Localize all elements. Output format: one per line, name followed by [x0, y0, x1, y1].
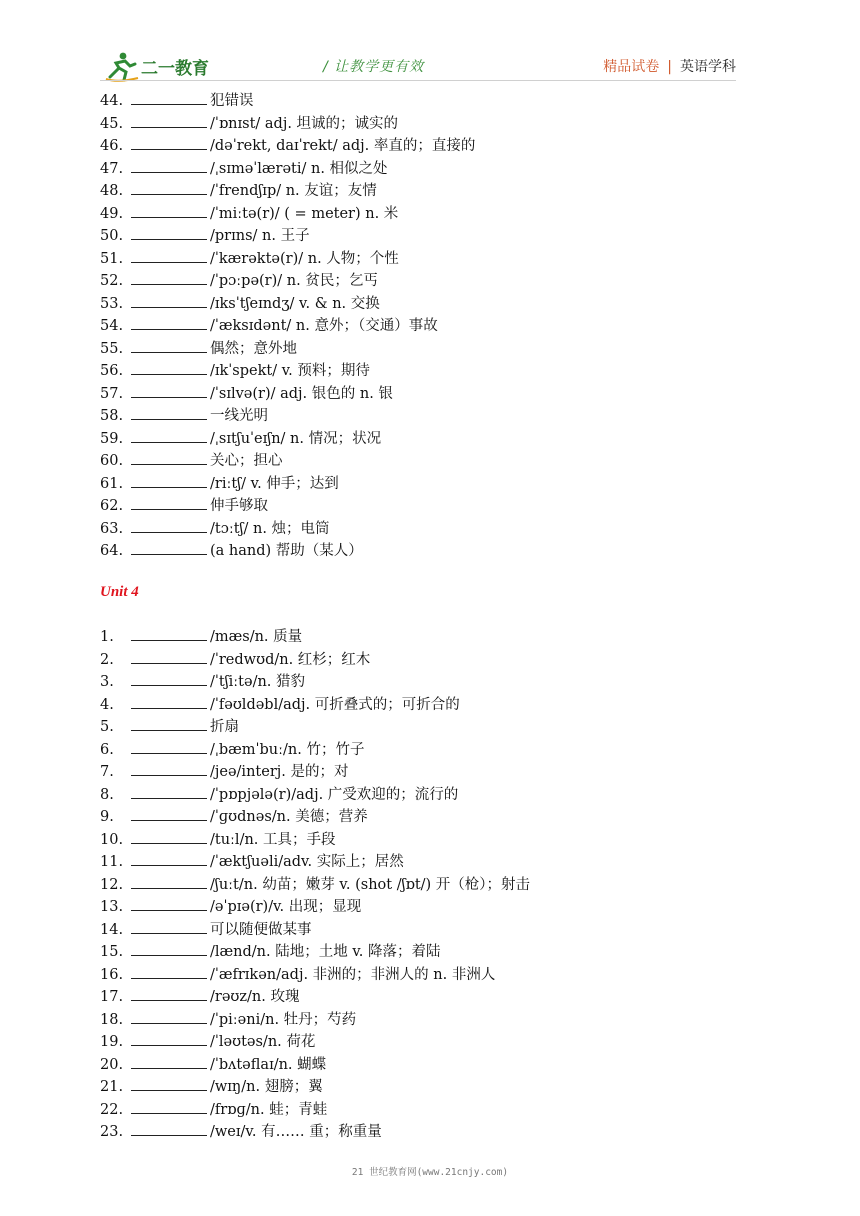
item-number: 45. [100, 115, 124, 132]
item-number: 61. [100, 475, 124, 492]
answer-blank[interactable] [131, 761, 207, 776]
vocab-item [100, 405, 475, 428]
answer-blank[interactable] [131, 135, 207, 150]
item-number: 60. [100, 453, 124, 469]
item-definition: /ˈɡʊdnəs/n. 美德；营养 [210, 809, 368, 825]
item-definition: /jeə/interj. 是的；对 [210, 764, 349, 780]
answer-blank[interactable] [131, 1076, 207, 1091]
vocab-item [100, 694, 530, 717]
answer-blank[interactable] [131, 203, 207, 218]
vocab-item [100, 158, 475, 181]
vocab-item [100, 248, 475, 271]
vocab-item [100, 338, 475, 361]
header-rule [100, 80, 736, 81]
item-number: 2. [100, 651, 114, 668]
item-number: 22. [100, 1101, 124, 1118]
item-definition: 伸手够取 [210, 498, 268, 514]
page-footer: 21 世纪教育网(www.21cnjy.com) [351, 1167, 509, 1178]
answer-blank[interactable] [131, 829, 207, 844]
answer-blank[interactable] [131, 158, 207, 173]
item-definition: /ˌsɪməˈlærəti/ n. 相似之处 [210, 160, 388, 177]
vocab-item [100, 1121, 530, 1144]
answer-blank[interactable] [131, 896, 207, 911]
header-right [603, 56, 736, 76]
item-definition: /tɔːtʃ/ n. 烛；电筒 [210, 520, 330, 537]
vocab-item [100, 964, 530, 987]
item-definition: /ɪksˈtʃeɪndʒ/ v. & n. 交换 [210, 295, 380, 312]
item-number: 46. [100, 138, 124, 154]
answer-blank[interactable] [131, 874, 207, 889]
vocab-item [100, 90, 475, 113]
vocab-item [100, 270, 475, 293]
answer-blank[interactable] [131, 450, 207, 465]
vocab-item [100, 383, 475, 406]
item-number: 8. [100, 786, 114, 803]
item-definition: /ˈredwʊd/n. 红杉；红木 [210, 651, 371, 668]
vocab-item [100, 874, 530, 897]
item-number: 12. [100, 876, 124, 893]
item-number: 7. [100, 764, 114, 780]
vocab-list-unit4 [100, 626, 530, 1144]
item-definition: /dəˈrekt, daɪˈrekt/ adj. 率直的；直接的 [210, 138, 476, 154]
item-definition: /wɪŋ/n. 翅膀；翼 [210, 1079, 323, 1095]
item-definition: /ˈmiːtə(r)/ ( = meter) n. 米 [210, 205, 399, 222]
vocab-item [100, 518, 475, 541]
item-number: 53. [100, 295, 124, 312]
answer-blank[interactable] [131, 315, 207, 330]
answer-blank[interactable] [131, 383, 207, 398]
vocab-item [100, 941, 530, 964]
vocab-item [100, 829, 530, 852]
item-definition: /ˈæfrɪkən/adj. 非洲的；非洲人的 n. 非洲人 [210, 966, 496, 983]
item-definition: /mæs/n. 质量 [210, 629, 303, 645]
answer-blank[interactable] [131, 716, 207, 731]
answer-blank[interactable] [131, 941, 207, 956]
answer-blank[interactable] [131, 113, 207, 128]
vocab-item [100, 626, 530, 649]
vocab-item [100, 225, 475, 248]
item-number: 16. [100, 966, 124, 983]
answer-blank[interactable] [131, 784, 207, 799]
vocab-item [100, 761, 530, 784]
vocab-list-unit3 [100, 90, 475, 563]
answer-blank[interactable] [131, 626, 207, 641]
vocab-item [100, 315, 475, 338]
item-number: 23. [100, 1124, 124, 1140]
answer-blank[interactable] [131, 90, 207, 105]
item-number: 4. [100, 696, 114, 713]
item-definition: /ˈtʃiːtə/n. 猎豹 [210, 674, 306, 690]
item-definition: /ˈæktʃuəli/adv. 实际上；居然 [210, 854, 404, 870]
page-header [100, 40, 736, 80]
answer-blank[interactable] [131, 473, 207, 488]
answer-blank[interactable] [131, 851, 207, 866]
item-number: 18. [100, 1011, 124, 1028]
item-definition: /prɪns/ n. 王子 [210, 228, 310, 244]
vocab-item [100, 360, 475, 383]
item-definition: /ʃuːt/n. 幼苗；嫩芽 v. (shot /ʃɒt/) 开（枪）；射击 [210, 876, 531, 893]
item-number: 9. [100, 809, 114, 825]
vocab-item [100, 293, 475, 316]
item-number: 51. [100, 250, 124, 267]
item-number: 20. [100, 1056, 124, 1073]
item-number: 1. [100, 629, 114, 645]
answer-blank[interactable] [131, 1099, 207, 1114]
item-definition: /ˈləʊtəs/n. 荷花 [210, 1034, 316, 1050]
vocab-item [100, 1099, 530, 1122]
item-number: 13. [100, 899, 124, 915]
answer-blank[interactable] [131, 225, 207, 240]
answer-blank[interactable] [131, 1054, 207, 1069]
vocab-item [100, 428, 475, 451]
item-definition: 可以随便做某事 [210, 921, 312, 938]
vocab-item [100, 716, 530, 739]
answer-blank[interactable] [131, 739, 207, 754]
vocab-item [100, 671, 530, 694]
answer-blank[interactable] [131, 270, 207, 285]
vocab-item [100, 1054, 530, 1077]
item-definition: /lænd/n. 陆地；土地 v. 降落；着陆 [210, 944, 441, 960]
answer-blank[interactable] [131, 338, 207, 353]
vocab-item [100, 473, 475, 496]
vocab-item [100, 1076, 530, 1099]
item-definition: /ˈkærəktə(r)/ n. 人物；个性 [210, 250, 399, 267]
answer-blank[interactable] [131, 495, 207, 510]
item-number: 44. [100, 93, 124, 109]
vocab-item [100, 203, 475, 226]
answer-blank[interactable] [131, 180, 207, 195]
answer-blank[interactable] [131, 806, 207, 821]
vocab-item [100, 896, 530, 919]
answer-blank[interactable] [131, 671, 207, 686]
item-number: 3. [100, 674, 114, 690]
vocab-item [100, 113, 475, 136]
item-number: 56. [100, 363, 124, 379]
answer-blank[interactable] [131, 919, 207, 934]
item-number: 55. [100, 340, 124, 357]
item-definition: /riːtʃ/ v. 伸手；达到 [210, 475, 339, 492]
item-definition: /ˈfrendʃɪp/ n. 友谊；友情 [210, 183, 377, 199]
item-number: 6. [100, 741, 114, 758]
vocab-item [100, 450, 475, 473]
item-number: 62. [100, 498, 124, 514]
answer-blank[interactable] [131, 428, 207, 443]
item-number: 63. [100, 520, 124, 537]
item-definition: /ˈɒnɪst/ adj. 坦诚的；诚实的 [210, 115, 399, 132]
header-subject: 英语学科 [680, 59, 736, 75]
item-definition: /ɪkˈspekt/ v. 预料；期待 [210, 363, 370, 379]
item-definition: /tuːl/n. 工具；手段 [210, 831, 336, 848]
item-number: 57. [100, 385, 124, 402]
answer-blank[interactable] [131, 1009, 207, 1024]
item-definition: /ˈpɒpjələ(r)/adj. 广受欢迎的；流行的 [210, 786, 459, 803]
answer-blank[interactable] [131, 405, 207, 420]
vocab-item [100, 180, 475, 203]
logo [104, 50, 234, 82]
vocab-item [100, 495, 475, 518]
item-definition: 折扇 [210, 719, 239, 735]
answer-blank[interactable] [131, 649, 207, 664]
item-number: 19. [100, 1034, 124, 1050]
answer-blank[interactable] [131, 248, 207, 263]
item-number: 17. [100, 989, 124, 1005]
item-definition: 犯错误 [210, 93, 254, 109]
answer-blank[interactable] [131, 964, 207, 979]
vocab-item [100, 739, 530, 762]
item-definition: /frɒɡ/n. 蛙；青蛙 [210, 1101, 328, 1118]
item-number: 5. [100, 719, 114, 735]
item-definition: /ˈsɪlvə(r)/ adj. 银色的 n. 银 [210, 385, 393, 402]
item-definition: 一线光明 [210, 408, 268, 424]
header-separator: | [667, 59, 672, 75]
vocab-item [100, 1031, 530, 1054]
header-category: 精品试卷 [603, 59, 660, 75]
runner-icon [106, 53, 138, 81]
vocab-item [100, 540, 475, 563]
item-number: 10. [100, 831, 124, 848]
vocab-item [100, 1009, 530, 1032]
answer-blank[interactable] [131, 1031, 207, 1046]
item-definition: /ˌsɪtʃuˈeɪʃn/ n. 情况；状况 [210, 430, 382, 447]
item-number: 50. [100, 228, 124, 244]
logo-text: 二一教育 [141, 59, 209, 79]
item-number: 48. [100, 183, 124, 199]
vocab-item [100, 919, 530, 942]
item-number: 14. [100, 921, 124, 938]
item-definition: 偶然；意外地 [210, 340, 297, 357]
item-definition: /rəʊz/n. 玫瑰 [210, 989, 300, 1005]
vocab-item [100, 806, 530, 829]
item-number: 15. [100, 944, 124, 960]
item-definition: /ˌbæmˈbuː/n. 竹；竹子 [210, 741, 365, 758]
vocab-item [100, 649, 530, 672]
item-number: 21. [100, 1079, 124, 1095]
vocab-item [100, 986, 530, 1009]
item-definition: /ˈbʌtəflaɪ/n. 蝴蝶 [210, 1056, 327, 1073]
item-definition: /ˈfəʊldəbl/adj. 可折叠式的；可折合的 [210, 696, 460, 713]
item-definition: /weɪ/v. 有…… 重；称重量 [210, 1124, 382, 1140]
item-number: 58. [100, 408, 124, 424]
unit-heading: Unit 4 [100, 584, 139, 600]
item-number: 47. [100, 160, 124, 177]
slogan: / 让教学更有效 [323, 59, 425, 75]
item-number: 52. [100, 273, 124, 289]
item-definition: /əˈpɪə(r)/v. 出现；显现 [210, 899, 362, 915]
answer-blank[interactable] [131, 360, 207, 375]
item-number: 64. [100, 543, 124, 559]
answer-blank[interactable] [131, 293, 207, 308]
vocab-item [100, 135, 475, 158]
item-definition: /ˈæksɪdənt/ n. 意外；（交通）事故 [210, 318, 438, 334]
item-definition: /ˈpiːəni/n. 牡丹；芍药 [210, 1011, 357, 1028]
item-definition: /ˈpɔːpə(r)/ n. 贫民；乞丐 [210, 273, 378, 289]
item-number: 49. [100, 205, 124, 222]
vocab-item [100, 851, 530, 874]
item-number: 11. [100, 854, 124, 870]
answer-blank[interactable] [131, 518, 207, 533]
item-definition: (a hand) 帮助（某人） [210, 543, 363, 559]
vocab-item [100, 784, 530, 807]
answer-blank[interactable] [131, 1121, 207, 1136]
item-number: 54. [100, 318, 124, 334]
answer-blank[interactable] [131, 986, 207, 1001]
item-definition: 关心；担心 [210, 453, 283, 469]
answer-blank[interactable] [131, 694, 207, 709]
item-number: 59. [100, 430, 124, 447]
answer-blank[interactable] [131, 540, 207, 555]
